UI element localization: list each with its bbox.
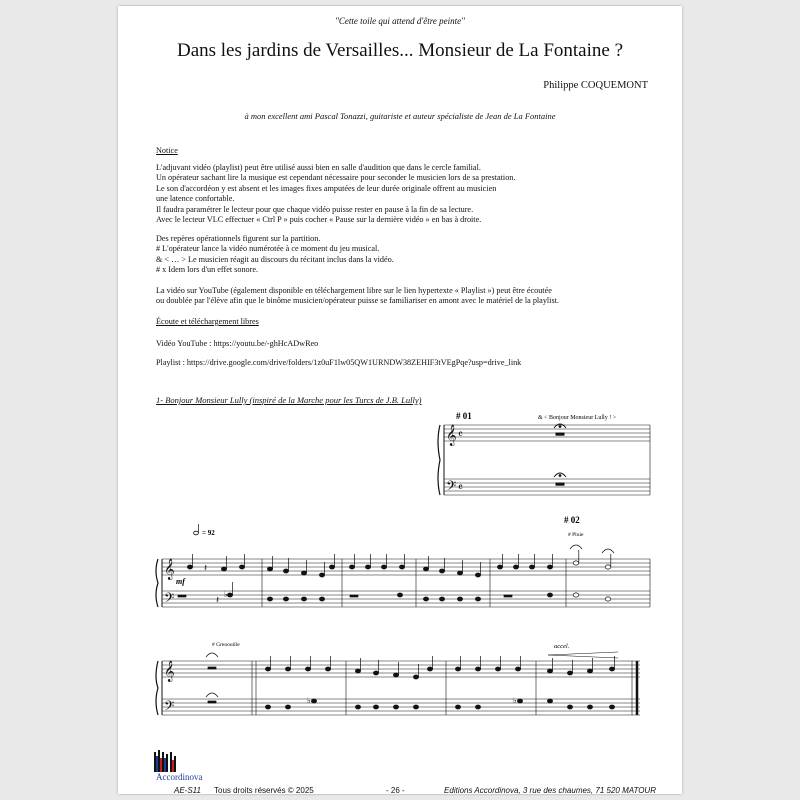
treble-staff: [444, 425, 650, 441]
note: [325, 667, 330, 671]
half-rest: [504, 595, 512, 597]
fermata-dot: [559, 426, 561, 428]
note: [381, 565, 386, 569]
bass-clef-icon: 𝄢: [446, 480, 457, 497]
cue-grenouille-label: # Grenouille: [212, 642, 240, 648]
flat-icon: ♭: [224, 590, 228, 599]
note: [267, 597, 272, 601]
note: [355, 705, 360, 709]
reperes-line: # x Idem lors d'un effet sonore.: [156, 265, 259, 275]
half-note: [573, 561, 579, 565]
cue-01-text: & < Bonjour Monsieur Lully ! >: [538, 415, 617, 421]
note: [439, 569, 444, 573]
treble-clef-icon: 𝄞: [164, 661, 175, 681]
footer-rights: Tous droits réservés © 2025: [214, 786, 314, 795]
note: [355, 669, 360, 673]
logo-text: Accordinova: [156, 772, 203, 782]
tempo-marking: [194, 524, 216, 537]
note: [283, 569, 288, 573]
whole-rest: [208, 667, 216, 669]
note: [475, 705, 480, 709]
note: [393, 673, 398, 677]
note: [399, 565, 404, 569]
note: [311, 699, 316, 703]
playlist-link-line[interactable]: Playlist : https://drive.google.com/drive/folders/1z0uF1lw05QW1URNDW38ZEHIF3tVEgPqe?usp=drive_link: [156, 358, 522, 367]
quarter-rest-icon: 𝄽: [204, 563, 208, 574]
note: [283, 597, 288, 601]
treble-clef-icon: 𝄞: [446, 425, 457, 445]
quarter-rest-icon: 𝄽: [216, 595, 220, 606]
notice-line: Un opérateur sachant lire la musique est cependant nécessaire pour seconder le musicien lors de sa prestation.: [156, 173, 516, 183]
note: [513, 565, 518, 569]
note: [187, 565, 192, 569]
bass-clef-icon: 𝄢: [164, 700, 175, 717]
youtube-line: La vidéo sur YouTube (également disponible en téléchargement libre sur le lien hypertexte « Playlist ») peut être écoutée: [156, 286, 552, 295]
youtube-link-line[interactable]: Vidéo YouTube : https://youtu.be/-ghHcADwReo: [156, 339, 319, 348]
reperes-line: Des repères opérationnels figurent sur la partition.: [156, 234, 321, 243]
note: [609, 667, 614, 671]
note: [393, 705, 398, 709]
fermata-icon: [602, 549, 614, 553]
note: [413, 675, 418, 679]
note: [329, 565, 334, 569]
youtube-line: ou doublée par l'élève afin que le binôme musicien/opérateur puisse se familiariser en amont avec le matériel de la playlist.: [156, 296, 559, 306]
section-title: 1- Bonjour Monsieur Lully (inspiré de la Marche pour les Turcs de J.B. Lully): [156, 395, 422, 405]
common-time-icon: 𝄴: [458, 429, 463, 441]
epigraph: "Cette toile qui attend d'être peinte": [335, 16, 465, 26]
half-note: [605, 597, 611, 601]
note: [373, 705, 378, 709]
note: [365, 565, 370, 569]
bass-clef-icon: 𝄢: [164, 592, 175, 609]
flat-icon: ♭: [307, 696, 311, 705]
note: [439, 597, 444, 601]
note: [305, 667, 310, 671]
note: [475, 667, 480, 671]
note: [567, 671, 572, 675]
note: [515, 667, 520, 671]
fermata-icon: [570, 545, 582, 549]
note: [265, 705, 270, 709]
tempo-value: = 92: [202, 529, 215, 537]
note: [587, 669, 592, 673]
whole-rest: [556, 483, 564, 485]
whole-rest: [208, 701, 216, 703]
whole-rest: [556, 433, 564, 435]
note: [413, 705, 418, 709]
note: [285, 705, 290, 709]
note: [423, 597, 428, 601]
links-heading: Écoute et téléchargement libres: [156, 317, 259, 326]
note: [319, 573, 324, 577]
notice-line: une latence confortable.: [156, 194, 235, 204]
bass-staff: [444, 479, 650, 495]
note: [587, 705, 592, 709]
note: [517, 699, 522, 703]
note: [397, 593, 402, 597]
note: [609, 705, 614, 709]
note: [301, 597, 306, 601]
score-page: [118, 6, 682, 794]
treble-notes: [187, 545, 614, 577]
bass-notes: [178, 582, 611, 606]
system-1: [438, 425, 650, 495]
fermata-icon: [206, 653, 218, 657]
fermata-dot: [559, 475, 561, 477]
note: [475, 573, 480, 577]
note: [497, 565, 502, 569]
notice-line: Il faudra paramétrer le lecteur pour que chaque vidéo puisse rester en pause à la fin de sa lecture.: [156, 204, 474, 214]
note: [427, 667, 432, 671]
footer-publisher: Editions Accordinova, 3 rue des chaumes, 71 520 MATOUR: [444, 786, 656, 795]
composer-name: Philippe COQUEMONT: [543, 80, 648, 91]
note: [227, 593, 232, 597]
note: [547, 699, 552, 703]
notice-line: L'adjuvant vidéo (playlist) peut être utilisé aussi bien en salle d'audition que dans le cercle familial.: [156, 163, 481, 172]
page-number: - 26 -: [386, 786, 405, 795]
notice-paragraph: [156, 163, 656, 225]
reperes-paragraph: [156, 234, 656, 276]
notice-line: Le son d'accordéon y est absent et les images fixes amputées de leur durée originale offrent au musicien: [156, 183, 497, 193]
note: [529, 565, 534, 569]
half-note: [605, 565, 611, 569]
accordinova-logo: [132, 746, 210, 786]
note: [475, 597, 480, 601]
accel-marking: accel.: [554, 643, 570, 650]
half-rest: [350, 595, 358, 597]
note: [349, 565, 354, 569]
reperes-line: & < … > Le musicien réagit au discours du récitant inclus dans la vidéo.: [156, 254, 394, 264]
dynamic-marking: mf: [176, 577, 185, 586]
note: [319, 597, 324, 601]
flat-icon: ♭: [513, 696, 517, 705]
cue-01-label: # 01: [456, 411, 472, 421]
note: [221, 567, 226, 571]
cue-pluie-label: # Pluie: [568, 532, 584, 538]
note: [547, 669, 552, 673]
note: [567, 705, 572, 709]
note: [267, 567, 272, 571]
reperes-line: # L'opérateur lance la vidéo numérotée à ce moment du jeu musical.: [156, 244, 380, 254]
fermata-icon: [206, 693, 218, 697]
note: [457, 571, 462, 575]
note: [423, 567, 428, 571]
note: [265, 667, 270, 671]
common-time-icon: 𝄴: [458, 482, 463, 494]
cue-02-label: # 02: [564, 515, 580, 525]
page-title: Dans les jardins de Versailles... Monsieur de La Fontaine ?: [176, 40, 624, 61]
note: [301, 571, 306, 575]
note: [455, 667, 460, 671]
note: [285, 667, 290, 671]
music-score: [118, 411, 682, 731]
note: [495, 667, 500, 671]
note: [239, 565, 244, 569]
half-rest: [178, 595, 186, 597]
dedication: à mon excellent ami Pascal Tonazzi, guitariste et auteur spécialiste de Jean de La Fontaine: [244, 111, 556, 121]
treble-clef-icon: 𝄞: [164, 559, 175, 579]
note: [455, 705, 460, 709]
note: [547, 565, 552, 569]
note: [547, 593, 552, 597]
notice-heading: Notice: [156, 146, 178, 155]
footer-ref: AE-S11: [174, 786, 201, 795]
half-note: [573, 593, 579, 597]
note: [373, 671, 378, 675]
youtube-paragraph: [156, 286, 656, 307]
note: [457, 597, 462, 601]
notice-line: Avec le lecteur VLC effectuer « Ctrl P » puis cocher « Pause sur la dernière vidéo » en bas à droite.: [156, 215, 482, 225]
